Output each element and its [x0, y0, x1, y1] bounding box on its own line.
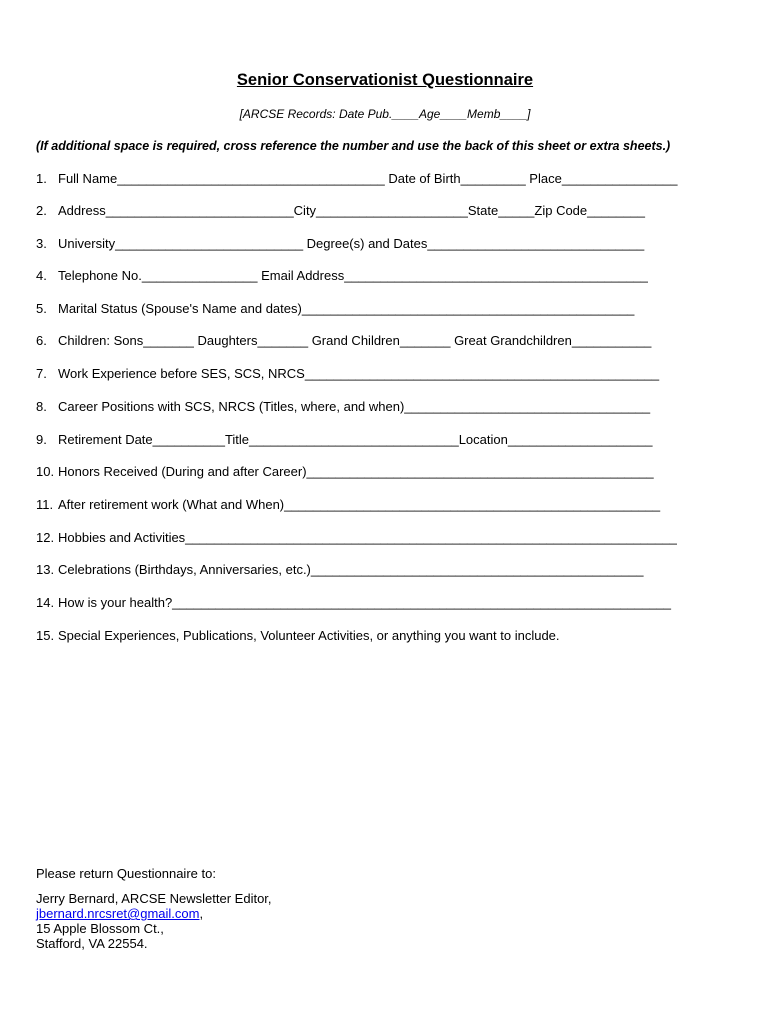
- question-8: [36, 399, 736, 415]
- email-line: [36, 906, 272, 921]
- question-text: How is your health?_____________________________________________________________________: [58, 595, 672, 610]
- question-number: 4.: [36, 268, 47, 283]
- street-address: 15 Apple Blossom Ct.,: [36, 921, 164, 936]
- question-text: Telephone No.________________ Email Address__________________________________________: [58, 268, 648, 283]
- question-13: [36, 562, 736, 578]
- question-number: 15.: [36, 628, 55, 643]
- question-number: 7.: [36, 366, 47, 381]
- email-suffix: ,: [199, 906, 204, 921]
- question-3: [36, 236, 736, 252]
- question-12: [36, 530, 736, 546]
- question-11: [36, 497, 736, 513]
- question-number: 10.: [36, 464, 55, 479]
- question-9: [36, 432, 736, 448]
- question-10: [36, 464, 736, 480]
- email-link[interactable]: jbernard.nrcsret@gmail.com: [36, 906, 200, 921]
- question-number: 2.: [36, 203, 47, 218]
- records-line: [ARCSE Records: Date Pub.____Age____Memb____]: [239, 107, 531, 121]
- question-number: 1.: [36, 171, 47, 186]
- return-address-block: [36, 866, 272, 951]
- question-number: 11.: [36, 497, 54, 512]
- editor-name-line: Jerry Bernard, ARCSE Newsletter Editor,: [36, 891, 272, 906]
- question-number: 5.: [36, 301, 47, 316]
- question-text: Address__________________________City_____________________State_____Zip Code________: [58, 203, 645, 218]
- question-number: 13.: [36, 562, 55, 577]
- question-text: Full Name_____________________________________ Date of Birth_________ Place________________: [58, 171, 678, 186]
- question-text: University__________________________ Degree(s) and Dates______________________________: [58, 236, 645, 251]
- question-text: Marital Status (Spouse's Name and dates)______________________________________________: [58, 301, 635, 316]
- question-text: Work Experience before SES, SCS, NRCS_________________________________________________: [58, 366, 660, 381]
- page-title: Senior Conservationist Questionnaire: [236, 71, 534, 89]
- question-2: [36, 203, 736, 219]
- question-number: 6.: [36, 333, 47, 348]
- question-text: Honors Received (During and after Career)________________________________________________: [58, 464, 654, 479]
- question-15: [36, 628, 736, 644]
- question-text: Hobbies and Activities____________________________________________________________________: [58, 530, 677, 545]
- return-heading: Please return Questionnaire to:: [36, 866, 216, 881]
- city-state-zip: Stafford, VA 22554.: [36, 936, 148, 951]
- question-1: [36, 171, 736, 187]
- question-6: [36, 333, 736, 349]
- question-text: Retirement Date__________Title_____________________________Location____________________: [58, 432, 653, 447]
- question-4: [36, 268, 736, 284]
- question-text: Career Positions with SCS, NRCS (Titles, where, and when)__________________________________: [58, 399, 651, 414]
- question-text: Special Experiences, Publications, Volunteer Activities, or anything you want to include.: [58, 628, 560, 643]
- question-number: 9.: [36, 432, 47, 447]
- question-number: 8.: [36, 399, 47, 414]
- question-number: 14.: [36, 595, 55, 610]
- question-5: [36, 301, 736, 317]
- instructions-text: (If additional space is required, cross reference the number and use the back of this sheet or extra sheets.): [36, 139, 671, 153]
- question-number: 12.: [36, 530, 55, 545]
- question-text: Children: Sons_______ Daughters_______ Grand Children_______ Great Grandchildren___________: [58, 333, 652, 348]
- question-number: 3.: [36, 236, 47, 251]
- question-7: [36, 366, 736, 382]
- question-text: After retirement work (What and When)____________________________________________________: [58, 497, 661, 512]
- question-14: [36, 595, 736, 611]
- question-text: Celebrations (Birthdays, Anniversaries, etc.)______________________________________________: [58, 562, 644, 577]
